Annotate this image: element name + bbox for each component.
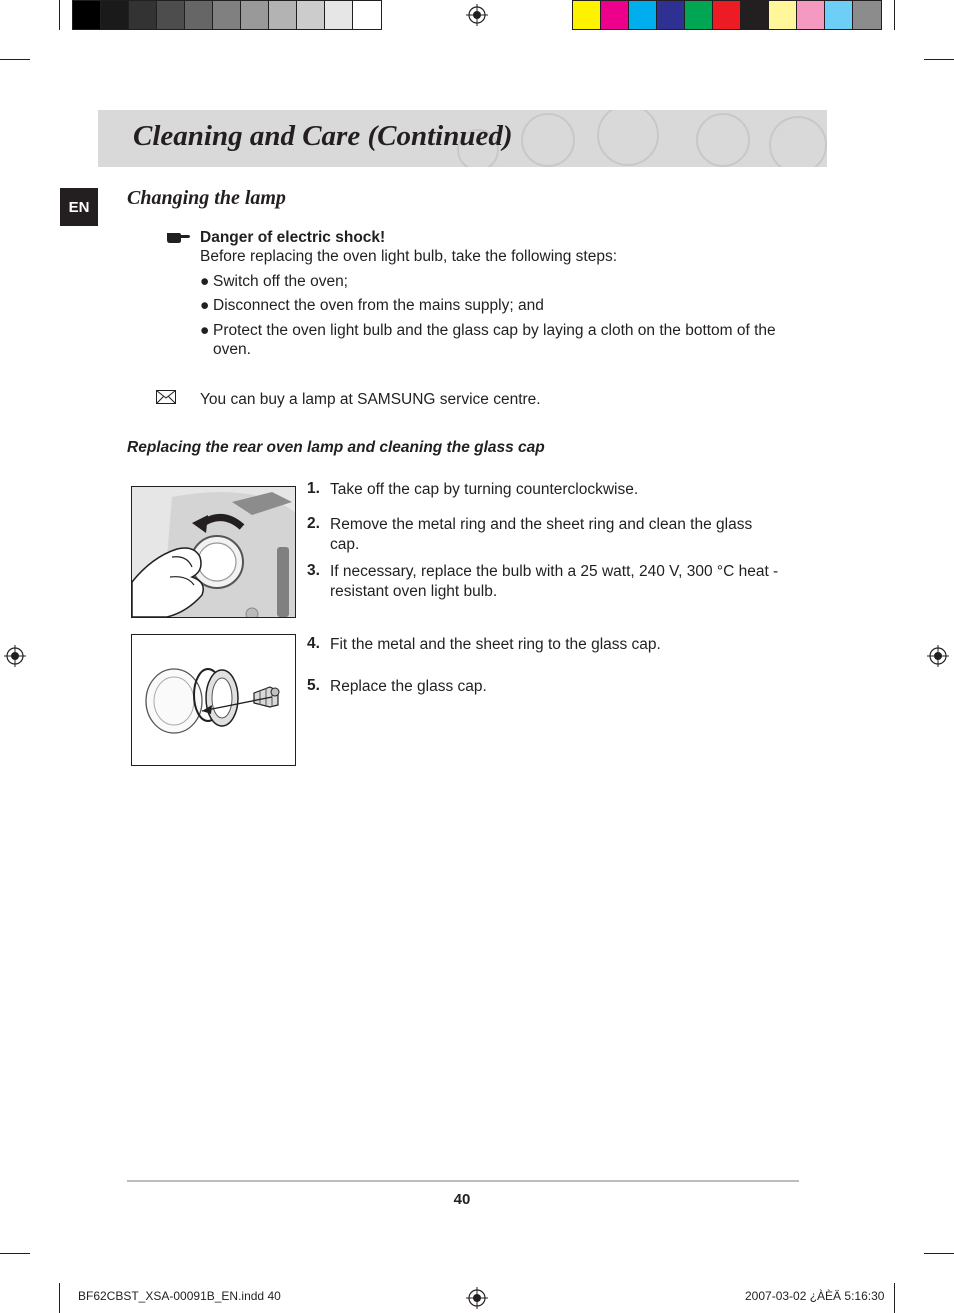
color-swatch [825, 1, 853, 29]
color-swatch [73, 1, 101, 29]
crop-mark-top-right-h [924, 59, 954, 60]
color-swatch [685, 1, 713, 29]
figure-lamp-parts [131, 634, 296, 766]
color-swatch [629, 1, 657, 29]
color-swatch [601, 1, 629, 29]
page-number: 40 [453, 1191, 471, 1208]
gray-swatch-strip [72, 0, 382, 30]
color-swatch [325, 1, 353, 29]
step-number: 4. [307, 635, 320, 652]
color-swatch [741, 1, 769, 29]
color-swatch [129, 1, 157, 29]
registration-mark-icon [4, 645, 26, 667]
crop-mark-bottom-left-v [59, 1283, 60, 1313]
figure-remove-cap [131, 486, 296, 618]
color-swatch [797, 1, 825, 29]
section-title: Changing the lamp [127, 187, 286, 209]
color-swatch [573, 1, 601, 29]
color-swatch [241, 1, 269, 29]
list-bullet: ● [200, 322, 210, 339]
footer-divider [127, 1180, 799, 1182]
print-timestamp: 2007-03-02 ¿ÀÈÄ 5:16:30 [745, 1289, 885, 1303]
step-number: 2. [307, 515, 320, 532]
list-item: Disconnect the oven from the mains supply; and [213, 297, 544, 314]
page-title: Cleaning and Care (Continued) [133, 120, 513, 152]
list-bullet: ● [200, 273, 210, 290]
list-item: Protect the oven light bulb and the glass cap by laying a cloth on the bottom of the [213, 322, 776, 339]
step-text: Replace the glass cap. [330, 678, 487, 695]
color-swatch [657, 1, 685, 29]
color-swatch [185, 1, 213, 29]
color-swatch [157, 1, 185, 29]
note-icon [156, 390, 176, 404]
registration-mark-icon [466, 1287, 488, 1309]
step-number: 3. [307, 562, 320, 579]
crop-mark-bottom-right-h [924, 1253, 954, 1254]
title-banner [98, 110, 827, 167]
color-swatch [853, 1, 881, 29]
registration-mark-icon [927, 645, 949, 667]
crop-mark-bottom-right-v [894, 1283, 895, 1313]
crop-mark-top-right-v [894, 0, 895, 30]
step-text: If necessary, replace the bulb with a 25 watt, 240 V, 300 °C heat - resistant oven light bulb. [330, 563, 779, 600]
warning-intro: Before replacing the oven light bulb, take the following steps: [200, 248, 618, 265]
crop-mark-top-left-h [0, 59, 30, 60]
list-item-continuation: oven. [213, 341, 251, 358]
step-number: 5. [307, 677, 320, 694]
hand-turning-cap-icon [132, 487, 295, 617]
pointing-hand-icon [166, 229, 190, 243]
color-swatch-strip [572, 0, 882, 30]
step-text: Take off the cap by turning counterclockwise. [330, 481, 639, 498]
color-swatch [269, 1, 297, 29]
color-swatch [101, 1, 129, 29]
color-swatch [353, 1, 381, 29]
color-swatch [297, 1, 325, 29]
crop-mark-bottom-left-h [0, 1253, 30, 1254]
lamp-parts-icon [132, 635, 295, 765]
note-text: You can buy a lamp at SAMSUNG service centre. [200, 391, 541, 408]
step-text: Remove the metal ring and the sheet ring and clean the glass cap. [330, 516, 753, 553]
subheading: Replacing the rear oven lamp and cleaning the glass cap [127, 439, 545, 456]
step-text: Fit the metal and the sheet ring to the glass cap. [330, 636, 661, 653]
list-bullet: ● [200, 297, 210, 314]
crop-mark-top-left-v [59, 0, 60, 30]
color-swatch [769, 1, 797, 29]
list-item: Switch off the oven; [213, 273, 348, 290]
language-tab: EN [60, 188, 98, 226]
file-slug: BF62CBST_XSA-00091B_EN.indd 40 [78, 1289, 281, 1303]
registration-mark-icon [466, 4, 488, 26]
warning-heading: Danger of electric shock! [200, 229, 386, 246]
color-swatch [713, 1, 741, 29]
color-swatch [213, 1, 241, 29]
step-number: 1. [307, 480, 320, 497]
